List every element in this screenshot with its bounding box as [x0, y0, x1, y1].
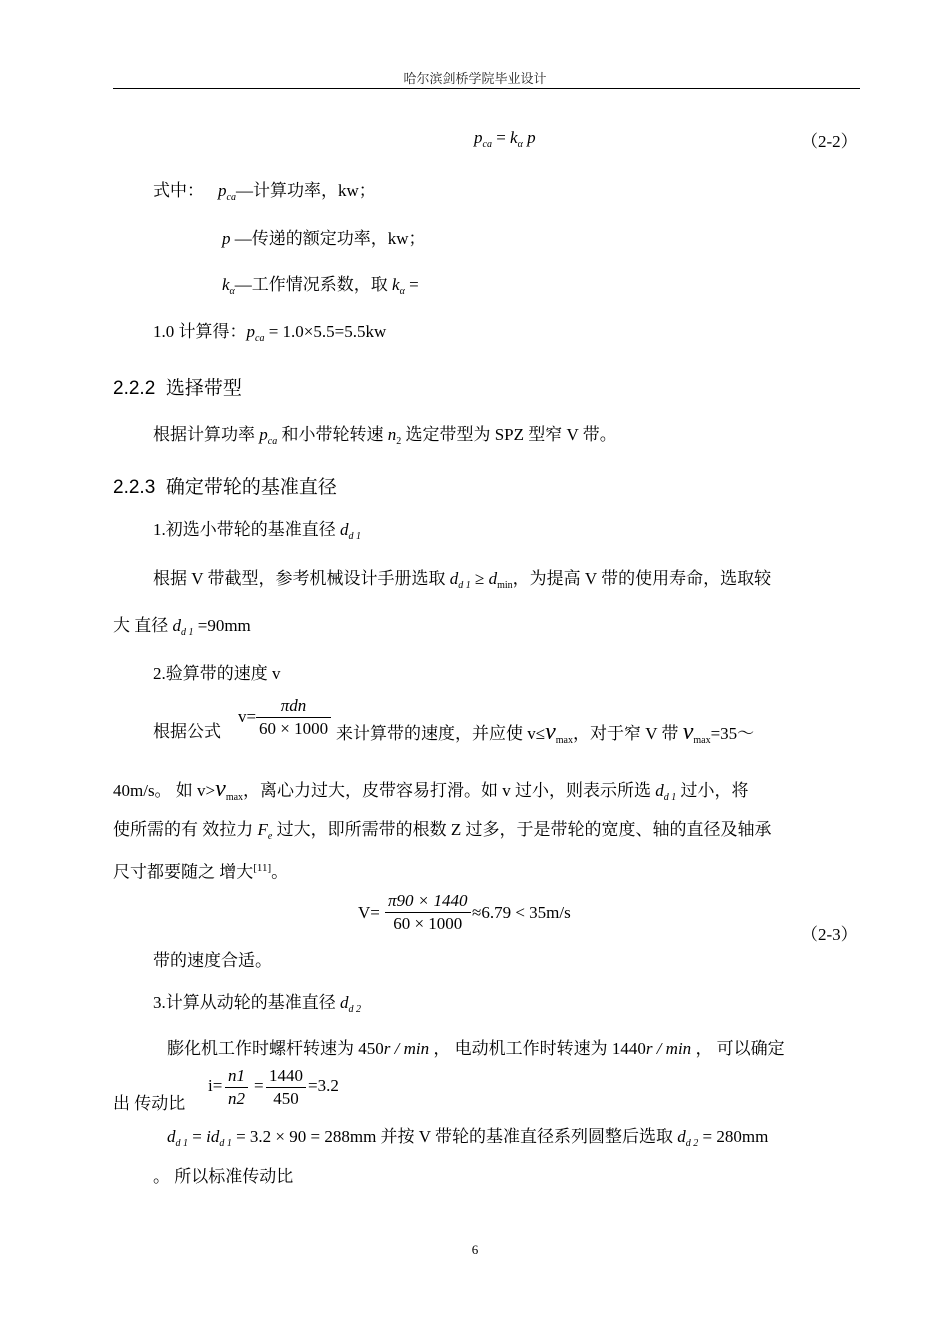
eq-equals: =	[491, 128, 511, 147]
legend-var: k	[222, 275, 230, 294]
unit: r / min	[645, 1039, 692, 1058]
eq-var: p	[522, 128, 536, 147]
calc-rest: = 1.0×5.5=5.5kw	[264, 322, 387, 341]
calc-line	[153, 321, 386, 343]
fraction-denominator: n2	[228, 1089, 245, 1108]
text: =	[188, 1127, 207, 1146]
section-number: 2.2.2	[113, 378, 156, 399]
text: 。	[271, 862, 289, 882]
sub: 2	[396, 436, 402, 447]
text: ，离心力过大，皮带容易打滑。如 v 过小，则表示所选	[243, 781, 656, 800]
fraction	[385, 890, 471, 935]
var: d	[677, 1127, 686, 1146]
fraction	[256, 695, 331, 740]
fraction	[225, 1065, 248, 1110]
item-1	[153, 519, 361, 541]
equation-number: （2-2）	[801, 132, 858, 151]
text: 1.初选小带轮的基准直径	[153, 520, 340, 539]
fraction-numerator: n1	[225, 1065, 248, 1088]
legend-text: —计算功率，kw；	[235, 181, 376, 200]
legend-var: k	[392, 275, 400, 294]
sub: e	[267, 831, 273, 842]
text: ， 电动机工作时转速为 1440	[429, 1039, 646, 1058]
sub: d 1	[348, 531, 361, 542]
section-heading-2-2-3	[113, 472, 337, 499]
sub: max	[555, 735, 573, 746]
text: 使所需的有 效拉力	[113, 820, 258, 839]
var: d	[167, 1127, 176, 1146]
citation-ref: [11]	[253, 862, 272, 874]
paragraph-3-line-2: 出 传动比	[113, 1094, 186, 1113]
legend-lead: 式中：	[153, 181, 204, 200]
text: ，为提高 V 带的使用寿命，选取较	[512, 569, 772, 588]
var: d	[340, 520, 349, 539]
section-title: 选择带型	[165, 378, 242, 399]
unit: r / min	[383, 1039, 430, 1058]
text: 过小，将	[676, 781, 749, 800]
text: ， 可以确定	[691, 1039, 785, 1058]
numerator-text: π90 × 1440	[388, 891, 468, 910]
header-rule	[113, 88, 860, 89]
var: F	[257, 820, 268, 839]
fraction-numerator: πdn	[256, 695, 331, 718]
equation-number: （2-3）	[801, 925, 858, 944]
fraction	[266, 1065, 306, 1110]
ratio-fraction-1	[225, 1065, 248, 1110]
paragraph-1-line-1	[153, 568, 771, 590]
text: =90mm	[193, 616, 251, 635]
fraction-numerator	[385, 890, 471, 913]
paragraph-5: 。 所以标准传动比	[153, 1167, 294, 1186]
section-number: 2.2.3	[113, 477, 156, 498]
text: 3.计算从动轮的基准直径	[153, 993, 340, 1012]
paragraph-3-line-1	[167, 1038, 785, 1060]
eq-sub: ca	[482, 139, 492, 150]
legend-text: =	[404, 275, 419, 294]
legend-line-3	[222, 274, 419, 296]
legend-line-2	[222, 228, 426, 250]
equation-2-2	[474, 127, 536, 149]
var: d	[488, 569, 498, 588]
sub: ca	[267, 436, 278, 447]
var: n	[387, 425, 397, 444]
var: d	[172, 616, 181, 635]
ratio-fraction-2	[266, 1065, 306, 1110]
legend-text: —工作情况系数，取	[234, 275, 393, 294]
legend-sub: α	[399, 286, 405, 297]
sub: d 1	[175, 1138, 188, 1149]
text: 选定带型为 SPZ 型窄 V 带。	[401, 425, 617, 444]
sub: d 1	[219, 1138, 232, 1149]
page-number: 6	[471, 1242, 479, 1257]
paragraph-2-line-3	[113, 857, 288, 884]
eq-2-3-fraction	[385, 890, 471, 935]
ratio-rhs: =3.2	[308, 1076, 339, 1095]
paragraph-4	[167, 1126, 768, 1148]
sub: d 2	[685, 1138, 699, 1149]
text: 根据 V 带截型，参考机械设计手册选取	[153, 569, 450, 588]
formula-after-line	[336, 721, 754, 745]
calc-sub: ca	[255, 333, 265, 344]
text: ，对于窄 V 带	[572, 724, 683, 743]
sub: min	[497, 580, 513, 591]
text: 40m/s。 如 v>	[113, 781, 216, 800]
fraction-denominator: 450	[273, 1089, 299, 1108]
formula-fraction	[256, 695, 331, 740]
paragraph-1-line-2	[113, 615, 251, 637]
legend-line-1	[153, 180, 376, 202]
ratio-lhs: i=	[208, 1076, 223, 1095]
legend-var: p	[222, 229, 231, 248]
paragraph-2-line-2	[113, 819, 771, 841]
eq-var: k	[510, 128, 518, 147]
text: = 3.2 × 90 = 288mm 并按 V 带轮的基准直径系列圆整后选取	[231, 1127, 678, 1146]
text: 过大，即所需带的根数 Z 过多，于是带轮的宽度、轴的直径及轴承	[272, 820, 772, 839]
var: d	[449, 569, 459, 588]
sub: d 1	[663, 792, 677, 803]
calc-prefix: 1.0 计算得：	[153, 322, 247, 341]
text: 膨化机工作时螺杆转速为 450	[167, 1039, 384, 1058]
calc-var: p	[246, 322, 255, 341]
section-title: 确定带轮的基准直径	[165, 477, 337, 498]
text: 和小带轮转速	[277, 425, 388, 444]
text: = 280mm	[698, 1127, 769, 1146]
var: d	[340, 993, 349, 1012]
eq-2-3-lhs: V=	[358, 903, 380, 922]
text: 来计算带的速度，并应使 v≤	[336, 724, 546, 743]
speed-ok-line: 带的速度合适。	[153, 951, 272, 970]
item-2: 2.验算带的速度 v	[153, 664, 281, 683]
formula-lead: 根据公式	[153, 722, 221, 741]
fraction-denominator: 60 × 1000	[393, 914, 463, 933]
eq-var: p	[474, 128, 483, 147]
var: id	[206, 1127, 220, 1146]
text: ≥	[470, 569, 489, 588]
text: 大 直径	[113, 616, 173, 635]
paragraph-belt-type	[153, 424, 617, 446]
eq-sub: α	[517, 139, 523, 150]
var: p	[259, 425, 268, 444]
paragraph-2-line-1	[113, 778, 749, 802]
sub: d 2	[348, 1004, 361, 1015]
sub: max	[225, 792, 244, 803]
item-3	[153, 992, 361, 1014]
var: d	[655, 781, 664, 800]
section-heading-2-2-2	[113, 373, 242, 400]
fraction-numerator: 1440	[266, 1065, 306, 1088]
running-header: 哈尔滨剑桥学院毕业设计	[403, 71, 547, 86]
var-vmax: v	[545, 719, 556, 745]
formula-v-label: v=	[238, 707, 257, 726]
text: 根据计算功率	[153, 425, 260, 444]
var-vmax: v	[682, 719, 694, 745]
sub: max	[693, 735, 711, 746]
legend-sub: α	[229, 286, 235, 297]
text: 尺寸都要随之 增大	[113, 862, 254, 882]
legend-text: —传递的额定功率，kw；	[230, 229, 426, 248]
sub: d 1	[181, 627, 194, 638]
sub: d 1	[458, 580, 471, 591]
eq-2-3-rhs: ≈6.79 < 35m/s	[472, 903, 571, 922]
text: =35～	[710, 724, 755, 743]
ratio-equals: =	[254, 1076, 264, 1095]
legend-sub: ca	[226, 192, 236, 203]
var-vmax: v	[215, 776, 226, 802]
fraction-denominator: 60 × 1000	[259, 719, 329, 738]
legend-var: p	[218, 181, 227, 200]
